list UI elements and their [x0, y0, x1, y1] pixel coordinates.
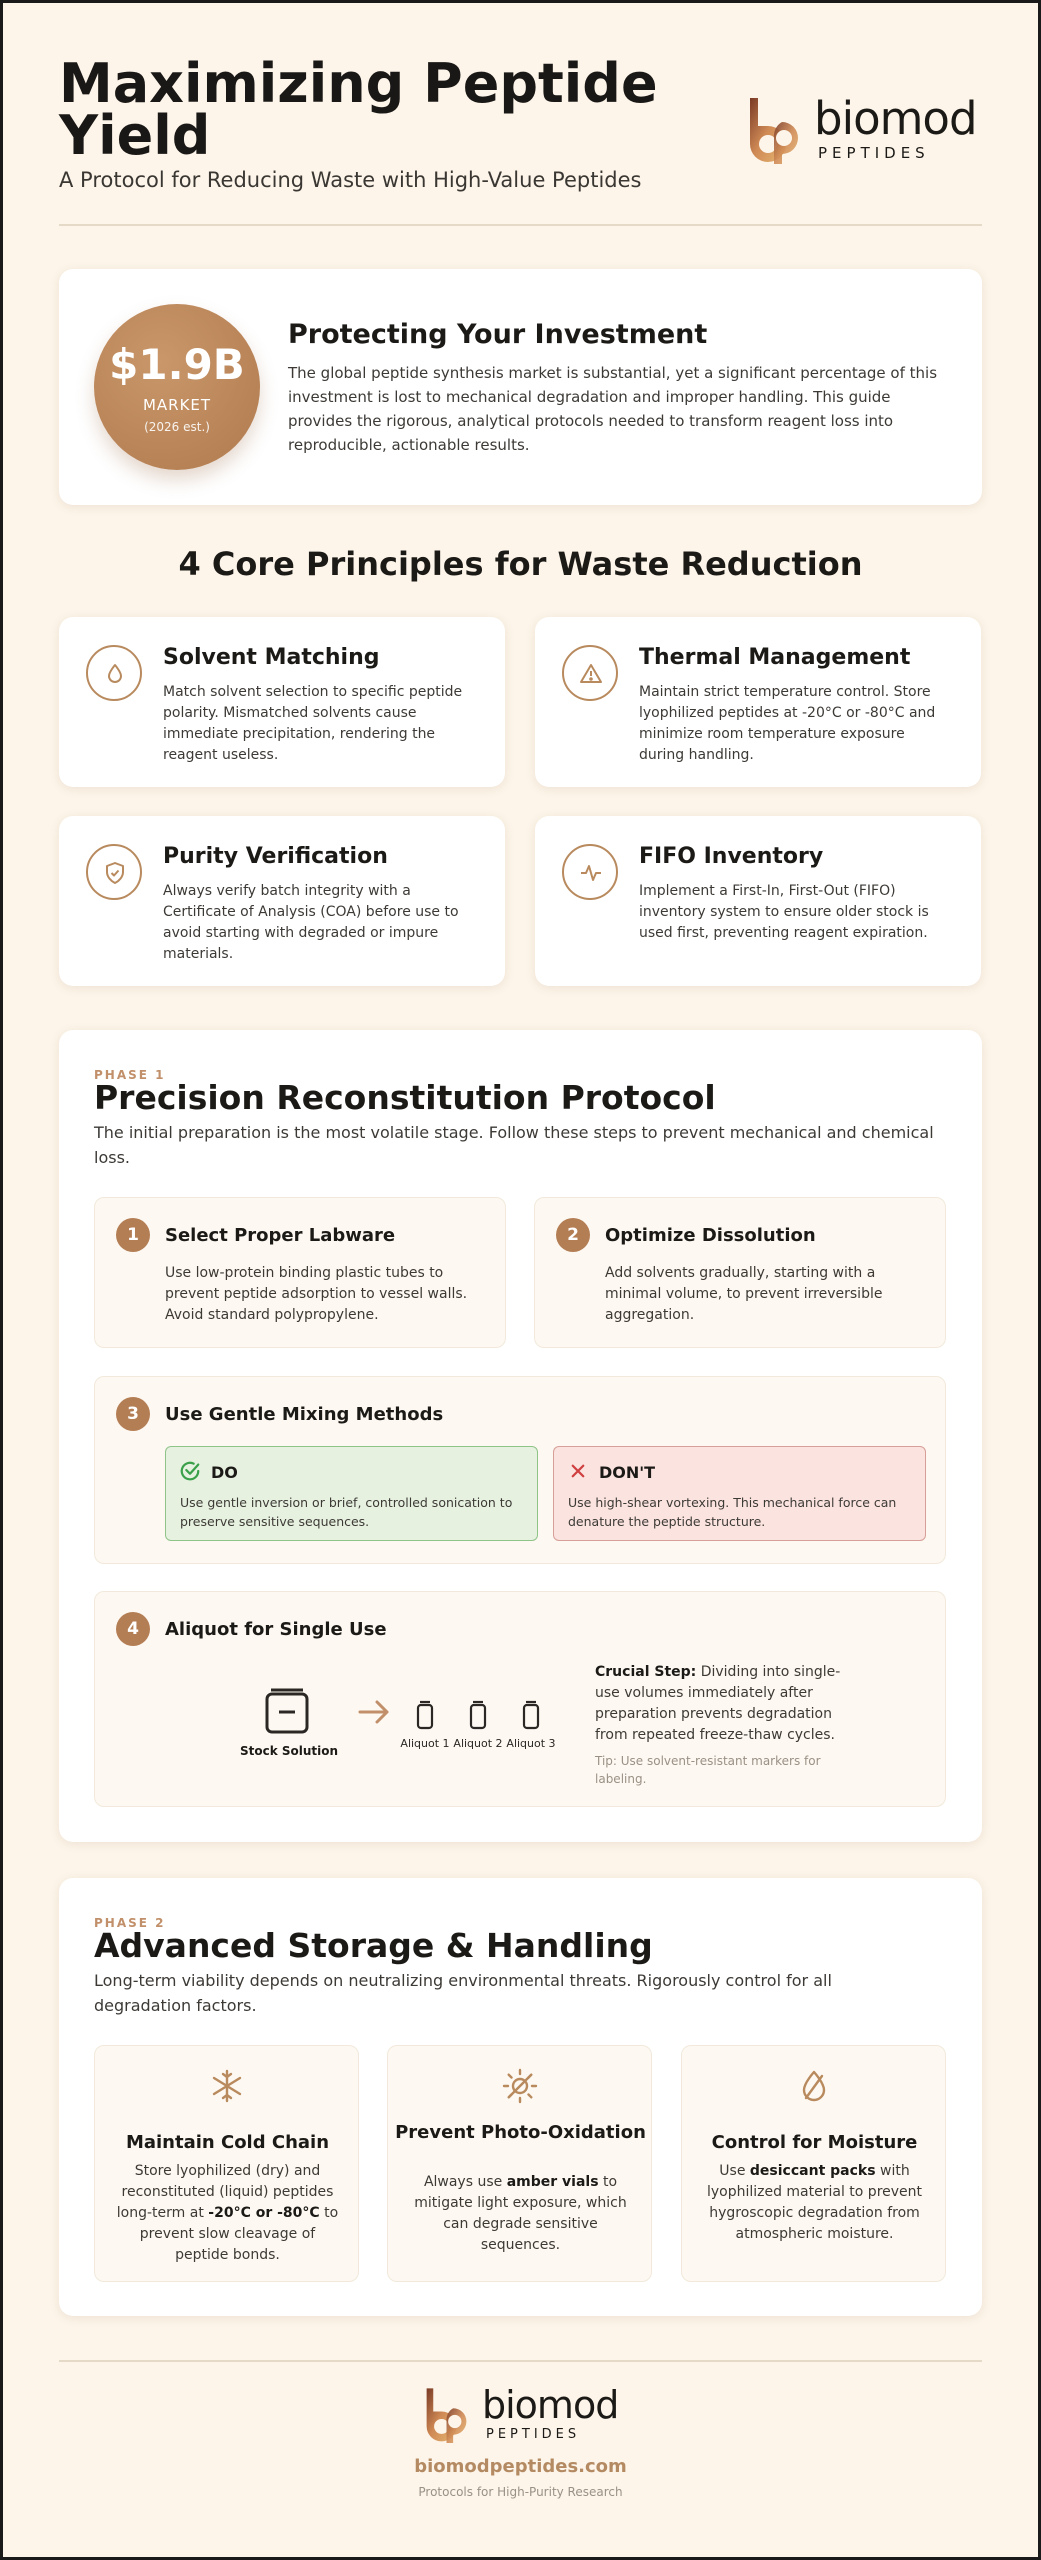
footer-divider: [59, 2360, 982, 2362]
market-estimate: (2026 est.): [144, 420, 210, 434]
aliquot-vial-icon: [521, 1700, 541, 1730]
bp-logo-mark-icon: [420, 2385, 478, 2443]
droplet-icon: [103, 662, 127, 686]
step-title: Aliquot for Single Use: [165, 1619, 387, 1640]
principles-title: 4 Core Principles for Waste Reduction: [178, 545, 863, 583]
logo-word: biomod: [814, 92, 977, 145]
check-circle-icon: [179, 1460, 201, 1482]
market-label: MARKET: [142, 396, 212, 414]
aliquot-tip: Tip: Use solvent-resistant markers for labeling.: [595, 1754, 821, 1786]
principle-card-purity: [59, 816, 505, 986]
investment-card: [59, 269, 982, 505]
header-divider: [59, 224, 982, 226]
phase-title: Advanced Storage & Handling: [94, 1926, 653, 1965]
step-card-2: [534, 1197, 946, 1348]
do-box: [165, 1446, 538, 1541]
storage-title: Prevent Photo-Oxidation: [395, 2122, 646, 2143]
crucial-step-label: Crucial Step:: [595, 1664, 697, 1680]
storage-card-moisture: [681, 2045, 946, 2282]
phase-description: Long-term viability depends on neutralizing environmental threats. Rigorously control for all degradation factors.: [94, 1971, 832, 2015]
step-card-3: [94, 1376, 946, 1564]
principle-title: FIFO Inventory: [639, 844, 824, 869]
header: [59, 52, 982, 228]
principle-text: Always verify batch integrity with a Certificate of Analysis (COA) before use to avoid starting with degraded or impure materials.: [163, 883, 459, 962]
aliquot-vial-icon: [468, 1700, 488, 1730]
principle-card-fifo: [535, 816, 981, 986]
do-text: Use gentle inversion or brief, controlled sonication to preserve sensitive sequences.: [180, 1495, 513, 1529]
phase2-card: [59, 1878, 982, 2316]
brand-logo: [742, 94, 982, 168]
aliquot-label: Aliquot 3: [506, 1737, 556, 1750]
dont-label: DON'T: [599, 1463, 656, 1482]
dont-text: Use high-shear vortexing. This mechanical force can denature the peptide structure.: [568, 1495, 897, 1529]
investment-text: The global peptide synthesis market is substantial, yet a significant percentage of this investment is lost to mechanical degradation and improper handling. This guide provides the rigorous, analytical protocols needed to transform reagent loss into reproducible, actionable results.: [288, 364, 938, 454]
principle-card-solvent: [59, 617, 505, 787]
crucial-step-text: [595, 1662, 850, 1746]
step-title: Select Proper Labware: [165, 1225, 396, 1246]
principle-title: Purity Verification: [163, 844, 388, 869]
warning-icon: [579, 662, 603, 686]
step-number: 4: [116, 1612, 150, 1646]
dont-box: [553, 1446, 926, 1541]
logo-word: biomod: [482, 2383, 619, 2427]
phase-label: PHASE 2: [94, 1916, 166, 1930]
footer-logo: [420, 2385, 630, 2445]
principle-title: Solvent Matching: [163, 645, 380, 670]
footer-tagline: Protocols for High-Purity Research: [418, 2485, 623, 2499]
stock-solution-label: Stock Solution: [239, 1744, 339, 1758]
phase-label: PHASE 1: [94, 1068, 166, 1082]
principle-title: Thermal Management: [639, 645, 911, 670]
step-title: Optimize Dissolution: [605, 1225, 816, 1246]
page-title: Maximizing Peptide Yield: [59, 52, 658, 167]
step-number: 3: [116, 1397, 150, 1431]
storage-text: Use desiccant packs with lyophilized material to prevent hygroscopic degradation from atmospheric moisture.: [706, 2163, 923, 2242]
phase-description: The initial preparation is the most volatile stage. Follow these steps to prevent mechanical and chemical loss.: [94, 1123, 934, 1167]
storage-text: Always use amber vials to mitigate light exposure, which can degrade sensitive sequences.: [414, 2174, 627, 2253]
do-label: DO: [211, 1463, 238, 1482]
crucial-step-body: Dividing into single-use volumes immediately after preparation prevents degradation from repeated freeze-thaw cycles.: [595, 1664, 841, 1743]
logo-subtext: PEPTIDES: [818, 144, 930, 162]
x-icon: [569, 1462, 587, 1480]
shield-check-icon: [103, 861, 127, 885]
arrow-right-icon: [357, 1698, 391, 1726]
investment-title: Protecting Your Investment: [288, 319, 708, 350]
storage-card-cold-chain: [94, 2045, 359, 2282]
website-link[interactable]: biomodpeptides.com: [414, 2456, 627, 2477]
principle-text: Match solvent selection to specific peptide polarity. Mismatched solvents cause immediate precipitation, rendering the reagent useless.: [163, 684, 463, 763]
phase1-card: [59, 1030, 982, 1842]
phase-title: Precision Reconstitution Protocol: [94, 1078, 716, 1117]
snowflake-icon: [209, 2068, 245, 2104]
storage-title: Control for Moisture: [711, 2132, 918, 2153]
aliquot-label: Aliquot 1: [400, 1737, 450, 1750]
step-title: Use Gentle Mixing Methods: [165, 1404, 444, 1425]
activity-icon: [579, 861, 603, 885]
principle-text: Maintain strict temperature control. Store lyophilized peptides at -20°C or -80°C and minimize room temperature exposure during handling.: [639, 684, 936, 763]
sun-off-icon: [502, 2068, 538, 2104]
step-number: 2: [556, 1218, 590, 1252]
principle-text: Implement a First-In, First-Out (FIFO) inventory system to ensure older stock is used first, preventing reagent expiration.: [639, 883, 929, 941]
principle-card-thermal: [535, 617, 981, 787]
page-subtitle: A Protocol for Reducing Waste with High-Value Peptides: [59, 168, 642, 192]
step-number: 1: [116, 1218, 150, 1252]
market-value: $1.9B: [109, 340, 245, 389]
market-badge: [94, 304, 260, 470]
storage-title: Maintain Cold Chain: [125, 2132, 330, 2153]
aliquot-label: Aliquot 2: [453, 1737, 503, 1750]
step-text: Add solvents gradually, starting with a minimal volume, to prevent irreversible aggregation.: [605, 1265, 883, 1323]
logo-subtext: PEPTIDES: [486, 2427, 581, 2442]
storage-text: Store lyophilized (dry) and reconstituted (liquid) peptides long-term at -20°C or -80°C to prevent slow cleavage of peptide bonds.: [116, 2163, 339, 2263]
droplet-off-icon: [796, 2068, 832, 2104]
step-text: Use low-protein binding plastic tubes to prevent peptide adsorption to vessel walls. Avoid standard polypropylene.: [165, 1265, 468, 1323]
aliquot-vial-icon: [415, 1700, 435, 1730]
storage-card-photo-oxidation: [387, 2045, 652, 2282]
step-card-1: [94, 1197, 506, 1348]
step-card-4: [94, 1591, 946, 1807]
bp-logo-mark-icon: [742, 94, 812, 164]
stock-solution-icon: [263, 1686, 311, 1734]
